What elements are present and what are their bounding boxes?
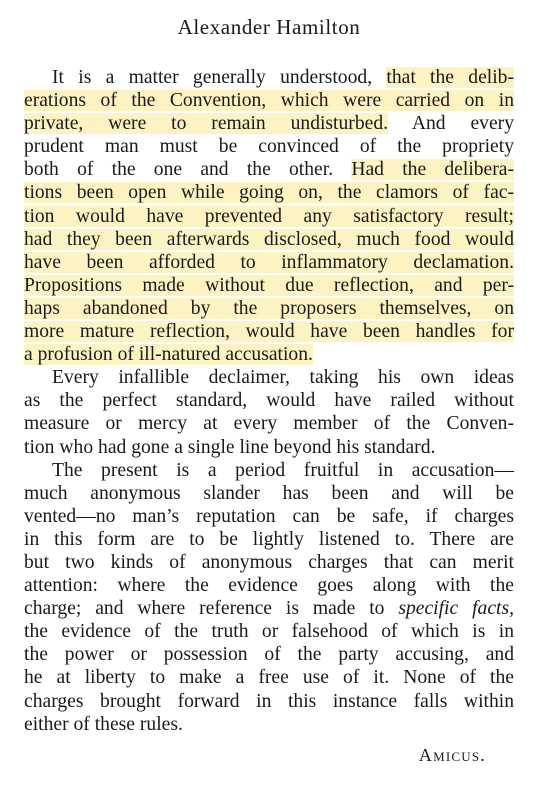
text-line xyxy=(24,158,514,181)
highlighted-text: private, were to remain undisturbed. xyxy=(24,113,389,135)
text-line xyxy=(24,181,514,204)
text-line xyxy=(24,251,514,274)
text-segment: either of these rules. xyxy=(24,713,183,735)
text-line xyxy=(24,505,514,528)
text-segment: the evidence of the truth or falsehood of which is in xyxy=(24,621,514,643)
document-page xyxy=(24,14,514,766)
text-line xyxy=(24,366,514,389)
text-segment: charges brought forward in this instance falls within xyxy=(24,690,514,712)
text-line xyxy=(24,320,514,343)
text-line xyxy=(24,343,514,366)
text-segment: measure or mercy at every member of the Conven- xyxy=(24,413,514,435)
text-line xyxy=(24,228,514,251)
text-segment: specific facts, xyxy=(398,598,514,620)
highlighted-text: tion would have prevented any satisfactory result; xyxy=(24,205,514,227)
text-segment: prudent man must be convinced of the propriety xyxy=(24,136,514,158)
text-segment: he at liberty to make a free use of it. None of the xyxy=(24,667,514,689)
text-segment: And every xyxy=(388,113,514,135)
text-segment: as the perfect standard, would have railed without xyxy=(24,390,514,412)
page-title: Alexander Hamilton xyxy=(177,15,361,39)
text-line xyxy=(24,135,514,158)
text-line xyxy=(24,297,514,320)
text-segment: The present is a period fruitful in accusation— xyxy=(52,459,514,481)
text-line xyxy=(24,666,514,689)
highlighted-text: more mature reflection, would have been handles for xyxy=(24,321,514,343)
highlighted-text: Had the delibera- xyxy=(351,159,514,181)
text-segment: the power or possession of the party accusing, and xyxy=(24,644,514,666)
text-line xyxy=(24,574,514,597)
text-line xyxy=(24,436,514,459)
text-line xyxy=(24,643,514,666)
highlighted-text: had they been afterwards disclosed, much food would xyxy=(24,228,514,250)
text-segment: but two kinds of anonymous charges that can merit xyxy=(24,551,514,573)
highlighted-text: tions been open while going on, the clamors of fac- xyxy=(24,182,514,204)
text-line xyxy=(24,89,514,112)
text-segment: both of the one and the other. xyxy=(24,159,352,181)
text-line xyxy=(24,274,514,297)
text-line xyxy=(24,205,514,228)
highlighted-text: Propositions made without due reflection, and per- xyxy=(24,274,514,296)
text-line xyxy=(24,551,514,574)
text-line xyxy=(24,690,514,713)
highlighted-text: that the delib- xyxy=(386,67,514,88)
text-line xyxy=(24,620,514,643)
text-segment: vented—no man’s reputation can be safe, if charges xyxy=(24,505,514,527)
text-line xyxy=(24,459,514,482)
text-segment: tion who had gone a single line beyond his standard. xyxy=(24,436,436,458)
text-line xyxy=(24,412,514,435)
text-line xyxy=(24,389,514,412)
highlighted-text: have been afforded to inflammatory declamation. xyxy=(24,251,514,273)
text-line xyxy=(24,66,514,89)
highlighted-text: a profusion of ill-natured accusation. xyxy=(24,344,313,366)
text-segment: It is a matter generally understood, xyxy=(52,67,387,88)
highlighted-text: haps abandoned by the proposers themselves, on xyxy=(24,297,514,319)
text-line xyxy=(24,112,514,135)
text-line xyxy=(24,713,514,736)
text-segment: in this form are to be lightly listened to. There are xyxy=(24,528,514,550)
text-line xyxy=(24,597,514,620)
text-line xyxy=(24,528,514,551)
text-line xyxy=(24,482,514,505)
text-segment: much anonymous slander has been and will be xyxy=(24,482,514,504)
highlighted-text: erations of the Convention, which were carried on in xyxy=(24,90,514,112)
signoff: Amicus. xyxy=(418,744,486,765)
text-segment: charge; and where reference is made to xyxy=(24,598,399,620)
text-segment: attention: where the evidence goes along with the xyxy=(24,575,514,597)
body-text xyxy=(24,66,514,736)
text-segment: Every infallible declaimer, taking his own ideas xyxy=(52,367,514,389)
